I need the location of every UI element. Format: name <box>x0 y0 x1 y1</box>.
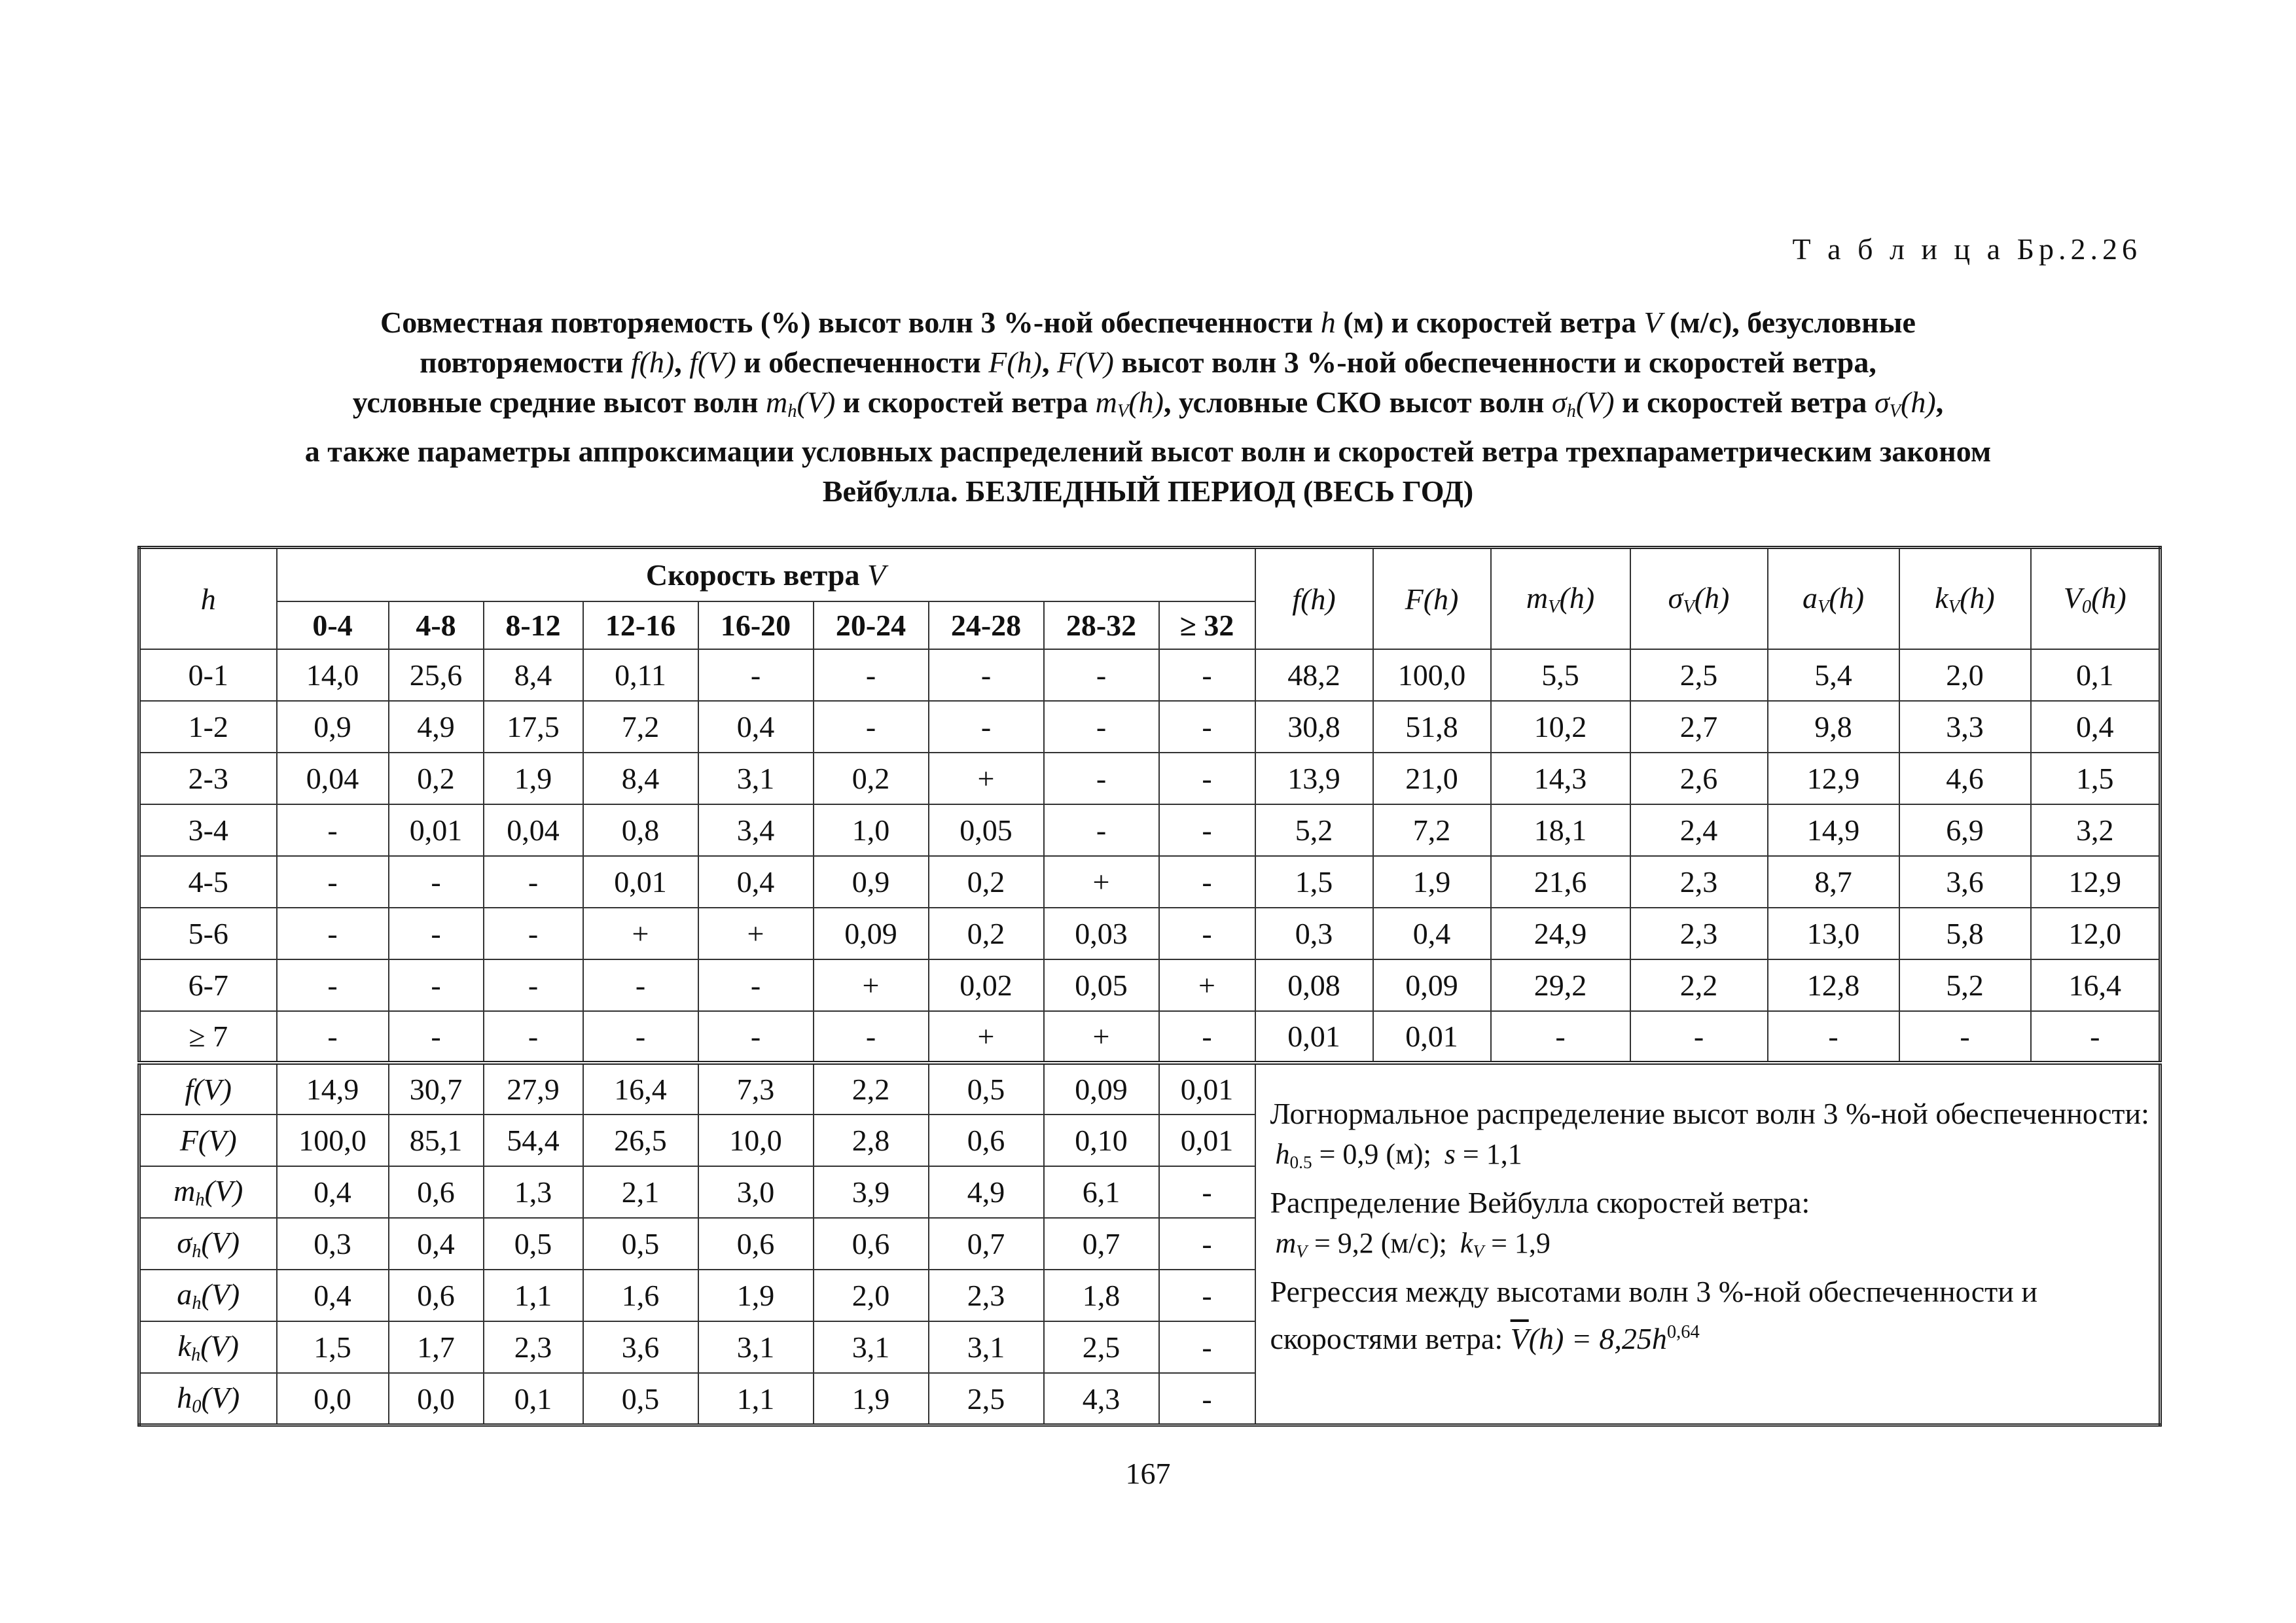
v-stat-cell: 3,9 <box>814 1166 929 1218</box>
v-stat-cell: 1,9 <box>698 1270 814 1321</box>
frequency-cell: - <box>389 959 484 1011</box>
frequency-cell: - <box>583 959 698 1011</box>
v-stat-cell: 2,5 <box>1044 1321 1159 1373</box>
v-stat-cell: 0,4 <box>277 1270 389 1321</box>
stat-column-header: $V_0(h)$ <box>2031 548 2161 650</box>
v-stat-label: $m_h(V)$ <box>139 1166 277 1218</box>
v-stat-cell: 14,9 <box>277 1063 389 1115</box>
v-stat-cell: 10,0 <box>698 1115 814 1166</box>
frequency-cell: + <box>814 959 929 1011</box>
height-range-cell: 2-3 <box>139 753 277 804</box>
frequency-cell: - <box>484 908 583 959</box>
frequency-cell: 0,04 <box>277 753 389 804</box>
frequency-cell: + <box>1159 959 1255 1011</box>
v-stat-cell: 3,1 <box>929 1321 1044 1373</box>
stat-column-header: F(h) <box>1373 548 1491 650</box>
table-label: Т а б л и ц а Бр.2.26 <box>1792 232 2142 266</box>
height-range-cell: 3-4 <box>139 804 277 856</box>
height-range-cell: 4-5 <box>139 856 277 908</box>
v-stat-cell: 1,6 <box>583 1270 698 1321</box>
v-stat-cell: 0,6 <box>814 1218 929 1270</box>
stat-column-header: $k_V(h)$ <box>1899 548 2031 650</box>
table-row <box>139 701 2161 753</box>
frequency-cell: - <box>929 701 1044 753</box>
v-stat-label: f(V) <box>139 1063 277 1115</box>
stat-cell: 4,6 <box>1899 753 2031 804</box>
v-stat-cell: - <box>1159 1270 1255 1321</box>
frequency-cell: - <box>277 908 389 959</box>
v-stat-cell: 6,1 <box>1044 1166 1159 1218</box>
v-stat-cell: 3,1 <box>814 1321 929 1373</box>
frequency-cell: 0,4 <box>698 856 814 908</box>
v-stat-cell: 3,0 <box>698 1166 814 1218</box>
frequency-cell: - <box>277 1011 389 1063</box>
v-stat-cell: 0,01 <box>1159 1115 1255 1166</box>
frequency-cell: - <box>1044 804 1159 856</box>
stat-cell: 51,8 <box>1373 701 1491 753</box>
v-stat-label: F(V) <box>139 1115 277 1166</box>
stat-cell: 1,9 <box>1373 856 1491 908</box>
frequency-cell: + <box>583 908 698 959</box>
v-stat-cell: 26,5 <box>583 1115 698 1166</box>
regression-note: Регрессия между высотами волн 3 %-ной обеспеченности и скоростями ветра: $\overline{V}(h) = 8,25h^{0,64}$ <box>1270 1275 2037 1356</box>
frequency-cell: - <box>698 1011 814 1063</box>
v-stat-cell: 0,7 <box>1044 1218 1159 1270</box>
v-stat-cell: 2,5 <box>929 1373 1044 1425</box>
frequency-cell: 0,8 <box>583 804 698 856</box>
frequency-cell: - <box>277 959 389 1011</box>
v-stat-cell: 1,3 <box>484 1166 583 1218</box>
frequency-cell: - <box>1159 908 1255 959</box>
v-stat-cell: 3,6 <box>583 1321 698 1373</box>
v-stat-cell: - <box>1159 1218 1255 1270</box>
frequency-cell: - <box>1044 753 1159 804</box>
h-column-header: h <box>139 548 277 650</box>
stat-cell: 0,01 <box>1373 1011 1491 1063</box>
frequency-cell: 0,2 <box>929 856 1044 908</box>
stat-cell: 2,5 <box>1630 649 1768 701</box>
distribution-notes <box>1255 1063 2161 1425</box>
lognormal-note: Логнормальное распределение высот волн 3 %-ной обеспеченности: <box>1270 1097 2149 1131</box>
frequency-cell: 0,2 <box>814 753 929 804</box>
frequency-cell: 4,9 <box>389 701 484 753</box>
wave-wind-table <box>137 546 2162 1427</box>
v-stat-cell: 0,1 <box>484 1373 583 1425</box>
frequency-cell: 0,03 <box>1044 908 1159 959</box>
stat-cell: 5,4 <box>1768 649 1899 701</box>
frequency-cell: 1,9 <box>484 753 583 804</box>
speed-bin-header: ≥ 32 <box>1159 601 1255 650</box>
stat-cell: 2,0 <box>1899 649 2031 701</box>
stat-cell: 29,2 <box>1491 959 1630 1011</box>
v-stat-row <box>139 1063 2161 1115</box>
stat-cell: 3,2 <box>2031 804 2161 856</box>
v-stat-cell: 1,1 <box>484 1270 583 1321</box>
title-line-5: Вейбулла. БЕЗЛЕДНЫЙ ПЕРИОД (ВЕСЬ ГОД) <box>822 474 1474 508</box>
title-line-1: Совместная повторяемость (%) высот волн 3 %-ной обеспеченности h (м) и скоростей ветра V (м/с), безусловные <box>380 306 1916 339</box>
table-title <box>164 302 2132 511</box>
v-stat-cell: 0,0 <box>277 1373 389 1425</box>
table-row <box>139 856 2161 908</box>
stat-cell: 3,3 <box>1899 701 2031 753</box>
stat-cell: 8,7 <box>1768 856 1899 908</box>
stat-cell: 5,5 <box>1491 649 1630 701</box>
stat-cell: - <box>1630 1011 1768 1063</box>
stat-cell: 0,4 <box>2031 701 2161 753</box>
speed-bin-header: 28-32 <box>1044 601 1159 650</box>
frequency-cell: + <box>1044 856 1159 908</box>
frequency-cell: 0,05 <box>929 804 1044 856</box>
v-stat-cell: 0,01 <box>1159 1063 1255 1115</box>
frequency-cell: 8,4 <box>484 649 583 701</box>
v-stat-cell: 0,09 <box>1044 1063 1159 1115</box>
v-stat-cell: 7,3 <box>698 1063 814 1115</box>
weibull-params: $m_V = 9,2$ (м/с); $k_V = 1,9$ <box>1275 1227 1551 1262</box>
frequency-cell: 14,0 <box>277 649 389 701</box>
v-stat-cell: 2,2 <box>814 1063 929 1115</box>
stat-cell: 7,2 <box>1373 804 1491 856</box>
stat-cell: 13,0 <box>1768 908 1899 959</box>
height-range-cell: 0-1 <box>139 649 277 701</box>
stat-cell: 0,01 <box>1255 1011 1373 1063</box>
table-row <box>139 804 2161 856</box>
speed-bin-header: 16-20 <box>698 601 814 650</box>
frequency-cell: 0,2 <box>389 753 484 804</box>
table-row <box>139 649 2161 701</box>
v-stat-cell: 3,1 <box>698 1321 814 1373</box>
weibull-note: Распределение Вейбулла скоростей ветра: <box>1270 1186 1810 1220</box>
stat-cell: 6,9 <box>1899 804 2031 856</box>
frequency-cell: 3,4 <box>698 804 814 856</box>
frequency-cell: - <box>277 856 389 908</box>
v-stat-cell: 0,4 <box>277 1166 389 1218</box>
v-stat-cell: 85,1 <box>389 1115 484 1166</box>
v-stat-cell: 2,1 <box>583 1166 698 1218</box>
v-stat-cell: 4,9 <box>929 1166 1044 1218</box>
v-stat-label: $k_h(V)$ <box>139 1321 277 1373</box>
frequency-cell: 0,2 <box>929 908 1044 959</box>
stat-cell: 2,7 <box>1630 701 1768 753</box>
frequency-cell: 0,9 <box>814 856 929 908</box>
frequency-cell: 0,9 <box>277 701 389 753</box>
height-range-cell: 6-7 <box>139 959 277 1011</box>
v-stat-cell: 0,6 <box>389 1166 484 1218</box>
frequency-cell: - <box>583 1011 698 1063</box>
v-stat-cell: 0,7 <box>929 1218 1044 1270</box>
frequency-cell: - <box>698 959 814 1011</box>
stat-cell: 5,2 <box>1255 804 1373 856</box>
wind-speed-group-header: Скорость ветра V <box>277 548 1255 601</box>
stat-cell: 1,5 <box>1255 856 1373 908</box>
frequency-cell: + <box>698 908 814 959</box>
table-row <box>139 1011 2161 1063</box>
frequency-cell: + <box>929 753 1044 804</box>
stat-cell: 24,9 <box>1491 908 1630 959</box>
frequency-cell: - <box>814 649 929 701</box>
stat-cell: 21,6 <box>1491 856 1630 908</box>
speed-bin-header: 12-16 <box>583 601 698 650</box>
v-stat-cell: 1,8 <box>1044 1270 1159 1321</box>
frequency-cell: - <box>277 804 389 856</box>
frequency-cell: 0,05 <box>1044 959 1159 1011</box>
frequency-cell: - <box>484 959 583 1011</box>
v-stat-cell: 0,3 <box>277 1218 389 1270</box>
frequency-cell: 0,09 <box>814 908 929 959</box>
frequency-cell: 0,04 <box>484 804 583 856</box>
frequency-cell: 0,11 <box>583 649 698 701</box>
v-stat-cell: 0,6 <box>698 1218 814 1270</box>
stat-cell: 100,0 <box>1373 649 1491 701</box>
stat-column-header: $a_V(h)$ <box>1768 548 1899 650</box>
speed-bin-header: 0-4 <box>277 601 389 650</box>
v-stat-cell: 1,7 <box>389 1321 484 1373</box>
stat-cell: 0,4 <box>1373 908 1491 959</box>
title-line-2: повторяемости f(h), f(V) и обеспеченности F(h), F(V) высот волн 3 %-ной обеспеченности и скоростей ветра, <box>420 346 1876 379</box>
stat-cell: 13,9 <box>1255 753 1373 804</box>
stat-cell: 2,6 <box>1630 753 1768 804</box>
frequency-cell: 3,1 <box>698 753 814 804</box>
title-line-3: условные средние высот волн $m_h(V)$ и скоростей ветра $m_V(h)$, условные СКО высот волн $\sigma_h(V)$ и скоростей ветра $\sigma_V(h)$, <box>352 385 1944 422</box>
stat-cell: 1,5 <box>2031 753 2161 804</box>
frequency-cell: - <box>484 1011 583 1063</box>
stat-cell: 18,1 <box>1491 804 1630 856</box>
stat-cell: 2,4 <box>1630 804 1768 856</box>
speed-bin-header: 24-28 <box>929 601 1044 650</box>
frequency-cell: - <box>389 856 484 908</box>
frequency-cell: - <box>389 908 484 959</box>
speed-bin-header: 8-12 <box>484 601 583 650</box>
table-row <box>139 959 2161 1011</box>
v-stat-cell: 0,5 <box>929 1063 1044 1115</box>
stat-cell: 2,3 <box>1630 908 1768 959</box>
header-row <box>139 548 2161 601</box>
stat-cell: 12,8 <box>1768 959 1899 1011</box>
v-stat-cell: - <box>1159 1321 1255 1373</box>
frequency-cell: 0,01 <box>389 804 484 856</box>
v-stat-cell: 2,3 <box>929 1270 1044 1321</box>
frequency-cell: 25,6 <box>389 649 484 701</box>
speed-bin-header: 4-8 <box>389 601 484 650</box>
stat-cell: - <box>2031 1011 2161 1063</box>
stat-cell: 14,3 <box>1491 753 1630 804</box>
speed-bin-header: 20-24 <box>814 601 929 650</box>
stat-cell: 16,4 <box>2031 959 2161 1011</box>
stat-column-header: f(h) <box>1255 548 1373 650</box>
v-stat-cell: 1,1 <box>698 1373 814 1425</box>
stat-cell: 0,08 <box>1255 959 1373 1011</box>
stat-cell: 30,8 <box>1255 701 1373 753</box>
stat-cell: 5,8 <box>1899 908 2031 959</box>
frequency-cell: 0,02 <box>929 959 1044 1011</box>
frequency-cell: - <box>698 649 814 701</box>
frequency-cell: - <box>1159 701 1255 753</box>
stat-cell: 21,0 <box>1373 753 1491 804</box>
frequency-cell: 1,0 <box>814 804 929 856</box>
v-stat-cell: 30,7 <box>389 1063 484 1115</box>
table-row <box>139 908 2161 959</box>
frequency-cell: 8,4 <box>583 753 698 804</box>
frequency-cell: + <box>929 1011 1044 1063</box>
v-stat-cell: 0,0 <box>389 1373 484 1425</box>
v-stat-cell: 0,6 <box>389 1270 484 1321</box>
v-stat-cell: 2,3 <box>484 1321 583 1373</box>
stat-cell: - <box>1899 1011 2031 1063</box>
stat-cell: 12,9 <box>2031 856 2161 908</box>
v-stat-cell: 0,10 <box>1044 1115 1159 1166</box>
v-stat-label: $a_h(V)$ <box>139 1270 277 1321</box>
frequency-cell: - <box>389 1011 484 1063</box>
v-stat-cell: 27,9 <box>484 1063 583 1115</box>
stat-column-header: $\sigma_V(h)$ <box>1630 548 1768 650</box>
height-range-cell: 1-2 <box>139 701 277 753</box>
stat-cell: 9,8 <box>1768 701 1899 753</box>
frequency-cell: - <box>1159 804 1255 856</box>
frequency-cell: - <box>1159 649 1255 701</box>
frequency-cell: - <box>484 856 583 908</box>
v-stat-cell: 1,5 <box>277 1321 389 1373</box>
v-stat-cell: 0,6 <box>929 1115 1044 1166</box>
frequency-cell: - <box>929 649 1044 701</box>
stat-cell: 2,3 <box>1630 856 1768 908</box>
frequency-cell: - <box>1159 1011 1255 1063</box>
frequency-cell: - <box>1159 753 1255 804</box>
frequency-cell: - <box>814 701 929 753</box>
stat-cell: - <box>1491 1011 1630 1063</box>
stat-cell: - <box>1768 1011 1899 1063</box>
stat-cell: 0,1 <box>2031 649 2161 701</box>
stat-cell: 3,6 <box>1899 856 2031 908</box>
v-stat-cell: 4,3 <box>1044 1373 1159 1425</box>
v-stat-label: $\sigma_h(V)$ <box>139 1218 277 1270</box>
frequency-cell: + <box>1044 1011 1159 1063</box>
stat-cell: 10,2 <box>1491 701 1630 753</box>
stat-column-header: $m_V(h)$ <box>1491 548 1630 650</box>
v-stat-cell: 0,5 <box>484 1218 583 1270</box>
height-range-cell: ≥ 7 <box>139 1011 277 1063</box>
frequency-cell: 0,4 <box>698 701 814 753</box>
frequency-cell: - <box>814 1011 929 1063</box>
v-stat-cell: - <box>1159 1166 1255 1218</box>
v-stat-cell: - <box>1159 1373 1255 1425</box>
frequency-cell: 7,2 <box>583 701 698 753</box>
v-stat-cell: 0,5 <box>583 1218 698 1270</box>
frequency-cell: - <box>1159 856 1255 908</box>
height-range-cell: 5-6 <box>139 908 277 959</box>
frequency-cell: 17,5 <box>484 701 583 753</box>
v-stat-cell: 2,8 <box>814 1115 929 1166</box>
frequency-cell: - <box>1044 701 1159 753</box>
stat-cell: 48,2 <box>1255 649 1373 701</box>
v-stat-cell: 2,0 <box>814 1270 929 1321</box>
table-row <box>139 753 2161 804</box>
v-stat-cell: 0,4 <box>389 1218 484 1270</box>
stat-cell: 0,09 <box>1373 959 1491 1011</box>
frequency-cell: 0,01 <box>583 856 698 908</box>
v-stat-cell: 54,4 <box>484 1115 583 1166</box>
v-stat-cell: 1,9 <box>814 1373 929 1425</box>
stat-cell: 5,2 <box>1899 959 2031 1011</box>
frequency-cell: - <box>1044 649 1159 701</box>
stat-cell: 2,2 <box>1630 959 1768 1011</box>
title-line-4: а также параметры аппроксимации условных распределений высот волн и скоростей ветра трехпараметрическим законом <box>304 435 1992 469</box>
stat-cell: 12,0 <box>2031 908 2161 959</box>
v-stat-cell: 100,0 <box>277 1115 389 1166</box>
stat-cell: 14,9 <box>1768 804 1899 856</box>
v-stat-cell: 16,4 <box>583 1063 698 1115</box>
page-number: 167 <box>1125 1457 1171 1490</box>
stat-cell: 0,3 <box>1255 908 1373 959</box>
lognormal-params: $h_{0.5} = 0,9$ (м); s = 1,1 <box>1275 1138 1522 1173</box>
v-stat-cell: 0,5 <box>583 1373 698 1425</box>
v-stat-label: $h_0(V)$ <box>139 1373 277 1425</box>
stat-cell: 12,9 <box>1768 753 1899 804</box>
